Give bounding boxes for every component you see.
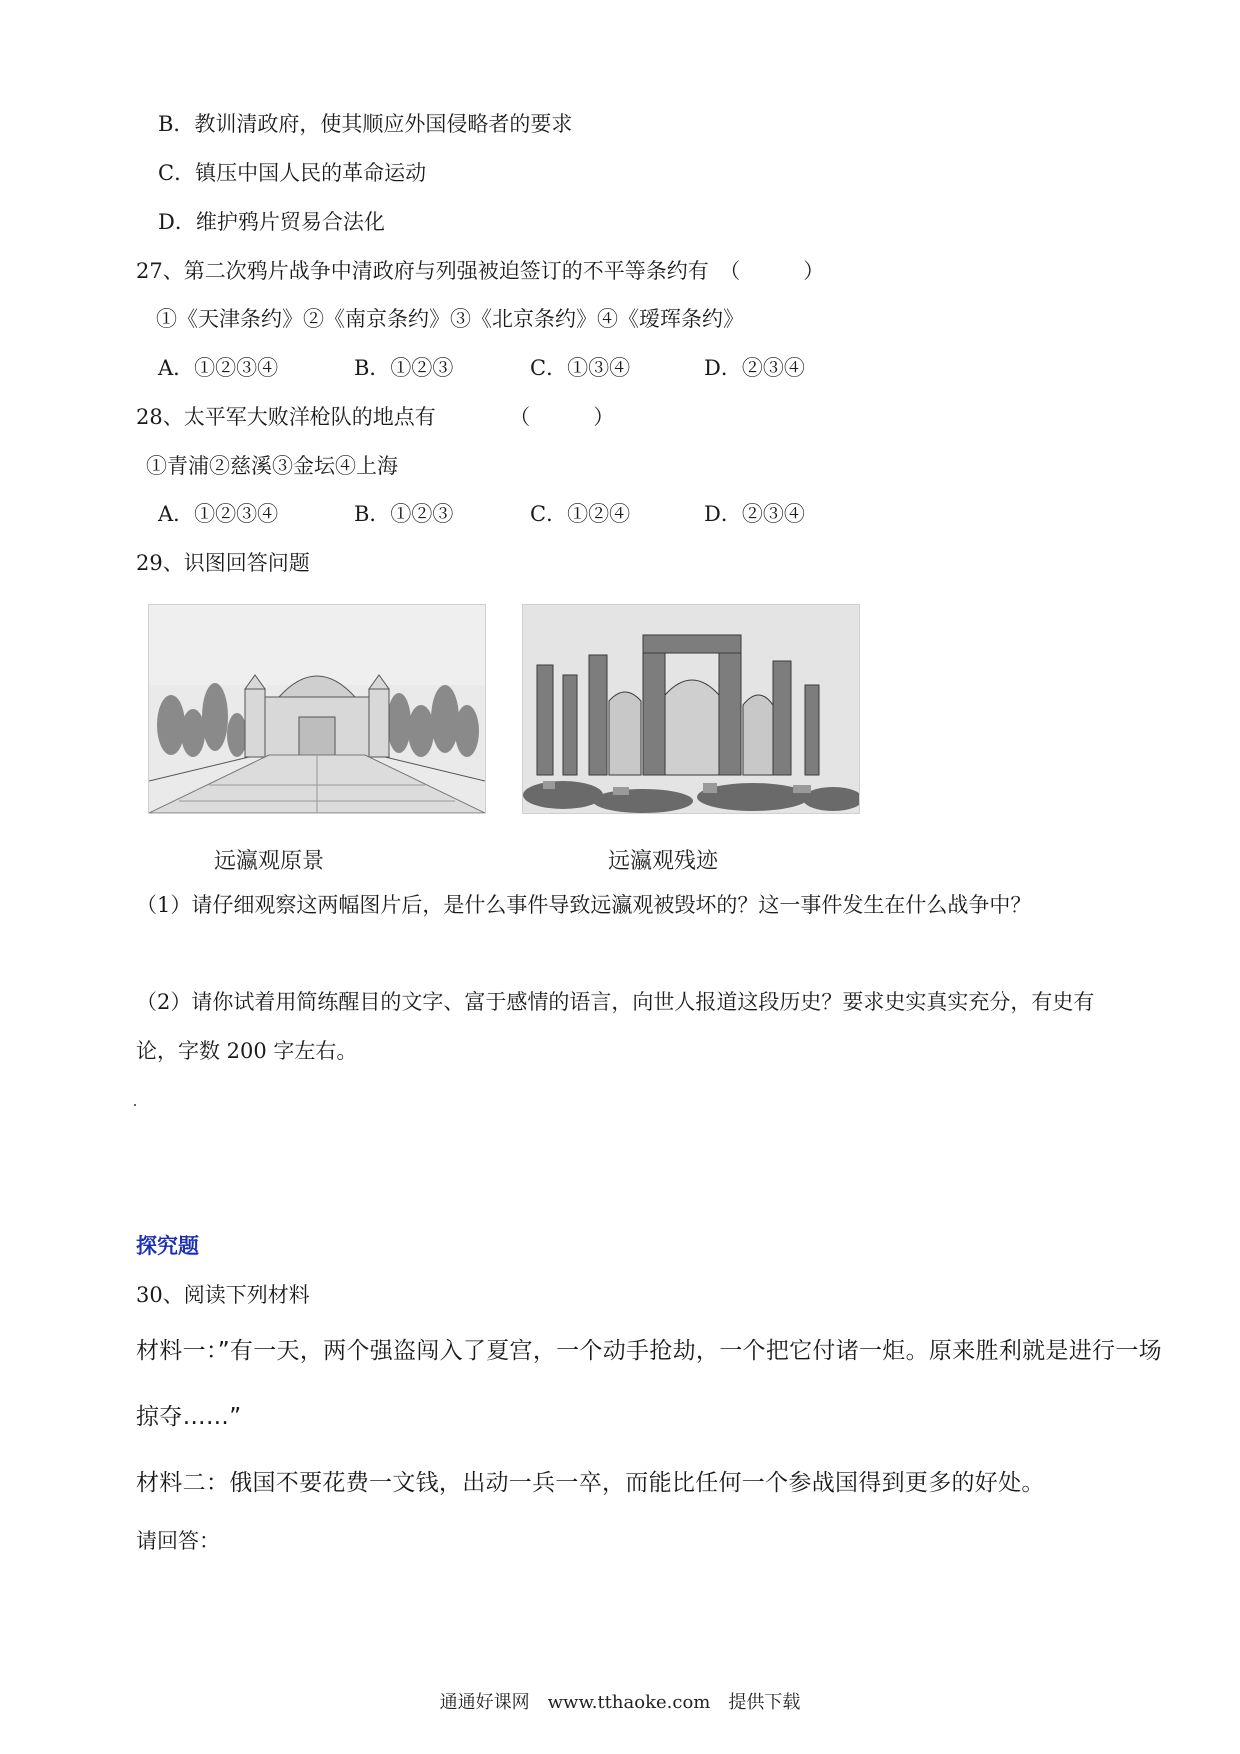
yuanyingguan-ruins-image (522, 604, 860, 814)
q27-option-d: D．②③④ (704, 356, 805, 380)
stray-mark (134, 1104, 136, 1106)
q30-material1-line2: 掠夺……” (136, 1404, 242, 1430)
q27-option-c: C．①③④ (530, 356, 631, 380)
q30-stem: 30、阅读下列材料 (136, 1283, 310, 1307)
q27-options (158, 354, 858, 382)
q27-stem: 27、第二次鸦片战争中清政府与列强被迫签订的不平等条约有 （ ） (136, 259, 825, 283)
palace-sketch-icon (149, 605, 485, 813)
caption-ruins: 远瀛观残迹 (608, 849, 719, 874)
q26-option-d: D．维护鸦片贸易合法化 (158, 210, 385, 234)
q28-options (158, 500, 858, 528)
q27-option-a: A．①②③④ (158, 356, 279, 380)
q28-option-b: B．①②③ (354, 502, 454, 526)
q28-option-c: C．①②④ (530, 502, 631, 526)
section-title: 探究题 (136, 1234, 199, 1258)
yuanyingguan-original-image (148, 604, 486, 814)
q26-option-c: C．镇压中国人民的革命运动 (158, 161, 427, 185)
q28-stem: 28、太平军大败洋枪队的地点有 （ ） (136, 405, 615, 429)
q29-sub2-line2: 论，字数 200 字左右。 (136, 1039, 358, 1063)
q30-prompt: 请回答： (136, 1529, 220, 1553)
q28-option-d: D．②③④ (704, 502, 805, 526)
q29-figure (136, 586, 874, 876)
q27-option-b: B．①②③ (354, 356, 454, 380)
q26-option-b: B．教训清政府，使其顺应外国侵略者的要求 (158, 112, 573, 136)
page-footer: 通通好课网 www.tthaoke.com 提供下载 (439, 1692, 801, 1713)
q30-material1-line1: 材料一：”有一天，两个强盗闯入了夏宫，一个动手抢劫，一个把它付诸一炬。原来胜利就是进行一场 (136, 1338, 1162, 1364)
q29-sub1: （1）请仔细观察这两幅图片后，是什么事件导致远瀛观被毁坏的？这一事件发生在什么战争中？ (136, 893, 1032, 917)
q29-sub2-line1: （2）请你试着用简练醒目的文字、富于感情的语言，向世人报道这段历史？要求史实真实充分，有史有 (136, 990, 1095, 1014)
q28-items: ①青浦②慈溪③金坛④上海 (146, 454, 398, 478)
q27-items: ①《天津条约》②《南京条约》③《北京条约》④《瑷珲条约》 (156, 307, 744, 331)
q30-material2: 材料二：俄国不要花费一文钱，出动一兵一卒，而能比任何一个参战国得到更多的好处。 (136, 1470, 1045, 1496)
q29-stem: 29、识图回答问题 (136, 551, 310, 575)
ruins-photo-icon (523, 605, 859, 813)
q28-option-a: A．①②③④ (158, 502, 279, 526)
caption-original-view: 远瀛观原景 (214, 849, 325, 874)
